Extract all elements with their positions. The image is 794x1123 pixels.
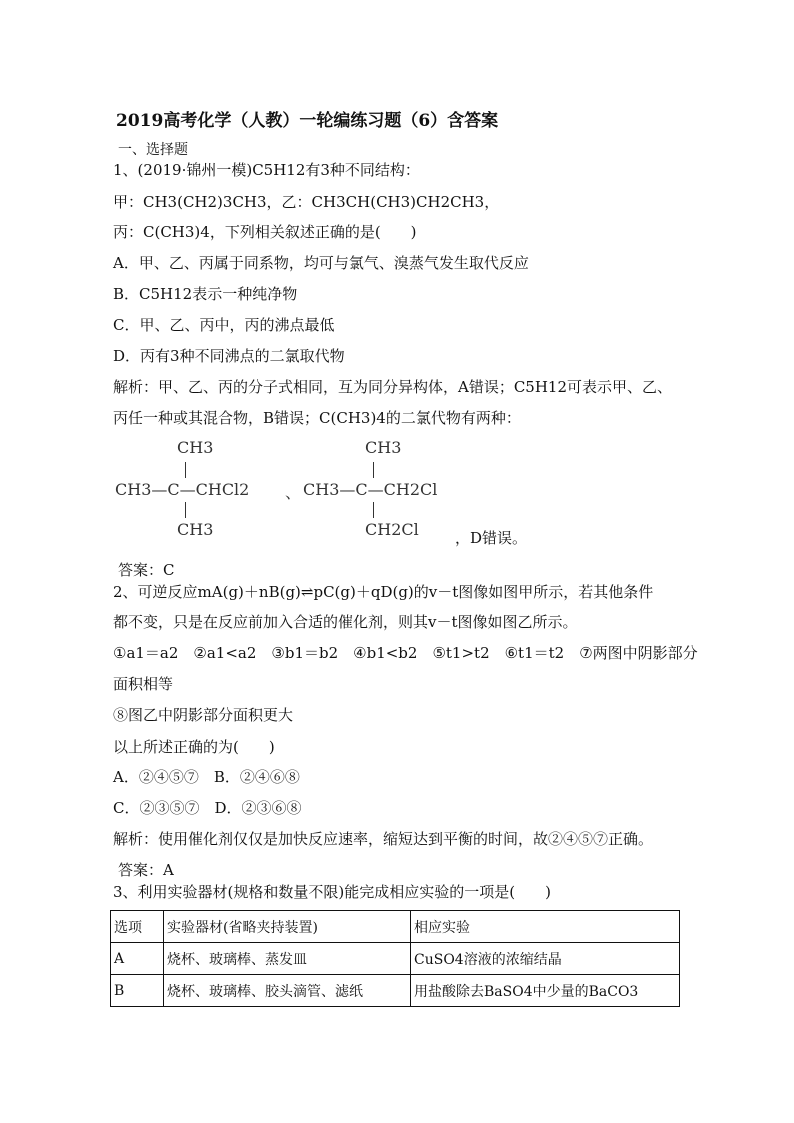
table-cell: 用盐酸除去BaSO4中少量的BaCO3 [411,975,680,1007]
table-header-row [111,911,680,943]
document-page: 2019高考化学（人教）一轮编练习题（6）含答案 一、选择题 1、(2019·锦州一模)C5H12有3种不同结构： 甲：CH3(CH2)3CH3，乙：CH3CH(CH3)CH2CH3， 丙：C(CH3)4，下列相关叙述正确的是( ) A．甲、乙、丙属于同系物，均可与氯气、溴蒸气发生取代反应 B．C5H12表示一种纯净物 C．甲、乙、丙中，丙的沸点最低 D．丙有3种不同沸点的二氯取代物 解析：甲、乙、丙的分子式相同，互为同分异构体，A错误；C5H12可表示甲、乙、 丙任一种或其混合物，B错误；C(CH3)4的二氯代物有两种： CH3 CH3—C—CHCl2 CH3 、 CH3 CH3—C—CH2Cl CH2Cl ，D错误。 答案：C 2、可逆反应mA(g)＋nB(g)⇌pC(g)＋qD(g)的v－t图像如图甲所示，若其他条件 都不变，只是在反应前加入合适的催化剂，则其v－t图像如图乙所示。 ①a1＝a2 ②a1<a2 ③b1＝b2 ④b1<b2 ⑤t1>t2 ⑥t1＝t2 ⑦两图中阴影部分 面积相等 ⑧图乙中阴影部分面积更大 以上所述正确的为( ) A．②④⑤⑦ B．②④⑥⑧ C．②③⑤⑦ D．②③⑥⑧ 解析：使用催化剂仅仅是加快反应速率，缩短达到平衡的时间，故②④⑤⑦正确。 答案：A 3、利用实验器材(规格和数量不限)能完成相应实验的一项是( ) 选项 实验器材(省略夹持装置) 相应实验 A 烧杯、玻璃棒、蒸发皿 CuSO4溶液的浓缩结晶 B 烧杯、玻璃棒、胶头滴管、滤纸 用盐酸除去BaSO4中少量的BaCO3 [0,0,794,1123]
formula1-bottom-group: CH3 [177,520,214,539]
q2-options-cd: C．②③⑤⑦ D．②③⑥⑧ [113,799,302,817]
table-header-cell: 相应实验 [411,911,680,943]
q1-option-a: A．甲、乙、丙属于同系物，均可与氯气、溴蒸气发生取代反应 [113,254,529,272]
q2-statements-line2: 面积相等 [113,675,174,693]
formula1-main-chain: CH3—C—CHCl2 [115,480,250,499]
table-header-cell: 实验器材(省略夹持装置) [164,911,411,943]
q2-stem-line1: 2、可逆反应mA(g)＋nB(g)⇌pC(g)＋qD(g)的v－t图像如图甲所示，若其他条件 [113,583,654,601]
table-row [111,943,680,975]
q1-stem: 1、(2019·锦州一模)C5H12有3种不同结构： [113,161,420,179]
q2-answer: 答案：A [118,861,174,879]
q2-statements-line3: ⑧图乙中阴影部分面积更大 [113,706,294,724]
q1-analysis-line1: 解析：甲、乙、丙的分子式相同，互为同分异构体，A错误；C5H12可表示甲、乙、 [113,378,673,396]
table-cell: 烧杯、玻璃棒、蒸发皿 [164,943,411,975]
table-header-cell: 选项 [111,911,164,943]
q1-d-wrong: ，D错误。 [455,529,528,547]
q2-options-ab: A．②④⑤⑦ B．②④⑥⑧ [113,768,300,786]
page-title: 2019高考化学（人教）一轮编练习题（6）含答案 [116,111,499,131]
q2-analysis: 解析：使用催化剂仅仅是加快反应速率，缩短达到平衡的时间，故②④⑤⑦正确。 [113,830,654,848]
table-cell: 烧杯、玻璃棒、胶头滴管、滤纸 [164,975,411,1007]
structural-formula-2 [303,436,473,546]
q1-option-b: B．C5H12表示一种纯净物 [113,285,298,303]
table-cell: B [111,975,164,1007]
table-cell: A [111,943,164,975]
formula2-bottom-group: CH2Cl [365,520,419,539]
q1-answer: 答案：C [118,561,175,579]
q1-structure-jia-yi: 甲：CH3(CH2)3CH3，乙：CH3CH(CH3)CH2CH3， [113,193,500,211]
section-heading: 一、选择题 [118,142,188,158]
formula2-main-chain: CH3—C—CH2Cl [303,480,438,499]
table-row [111,975,680,1007]
table-cell: CuSO4溶液的浓缩结晶 [411,943,680,975]
q2-statements-line1: ①a1＝a2 ②a1<a2 ③b1＝b2 ④b1<b2 ⑤t1>t2 ⑥t1＝t2 ⑦两图中阴影部分 [113,644,698,662]
q3-table [110,910,680,1007]
q3-stem: 3、利用实验器材(规格和数量不限)能完成相应实验的一项是( ) [113,883,551,901]
q1-analysis-line2: 丙任一种或其混合物，B错误；C(CH3)4的二氯代物有两种： [113,409,521,427]
formula2-top-group: CH3 [365,438,402,457]
formula1-top-group: CH3 [177,438,214,457]
structural-formula-1 [115,436,285,546]
q2-ask: 以上所述正确的为( ) [113,738,275,756]
q1-option-d: D．丙有3种不同沸点的二氯取代物 [113,347,345,365]
q1-structure-bing: 丙：C(CH3)4，下列相关叙述正确的是( ) [113,223,417,241]
q1-option-c: C．甲、乙、丙中，丙的沸点最低 [113,316,335,334]
q2-stem-line2: 都不变，只是在反应前加入合适的催化剂，则其v－t图像如图乙所示。 [113,613,578,631]
